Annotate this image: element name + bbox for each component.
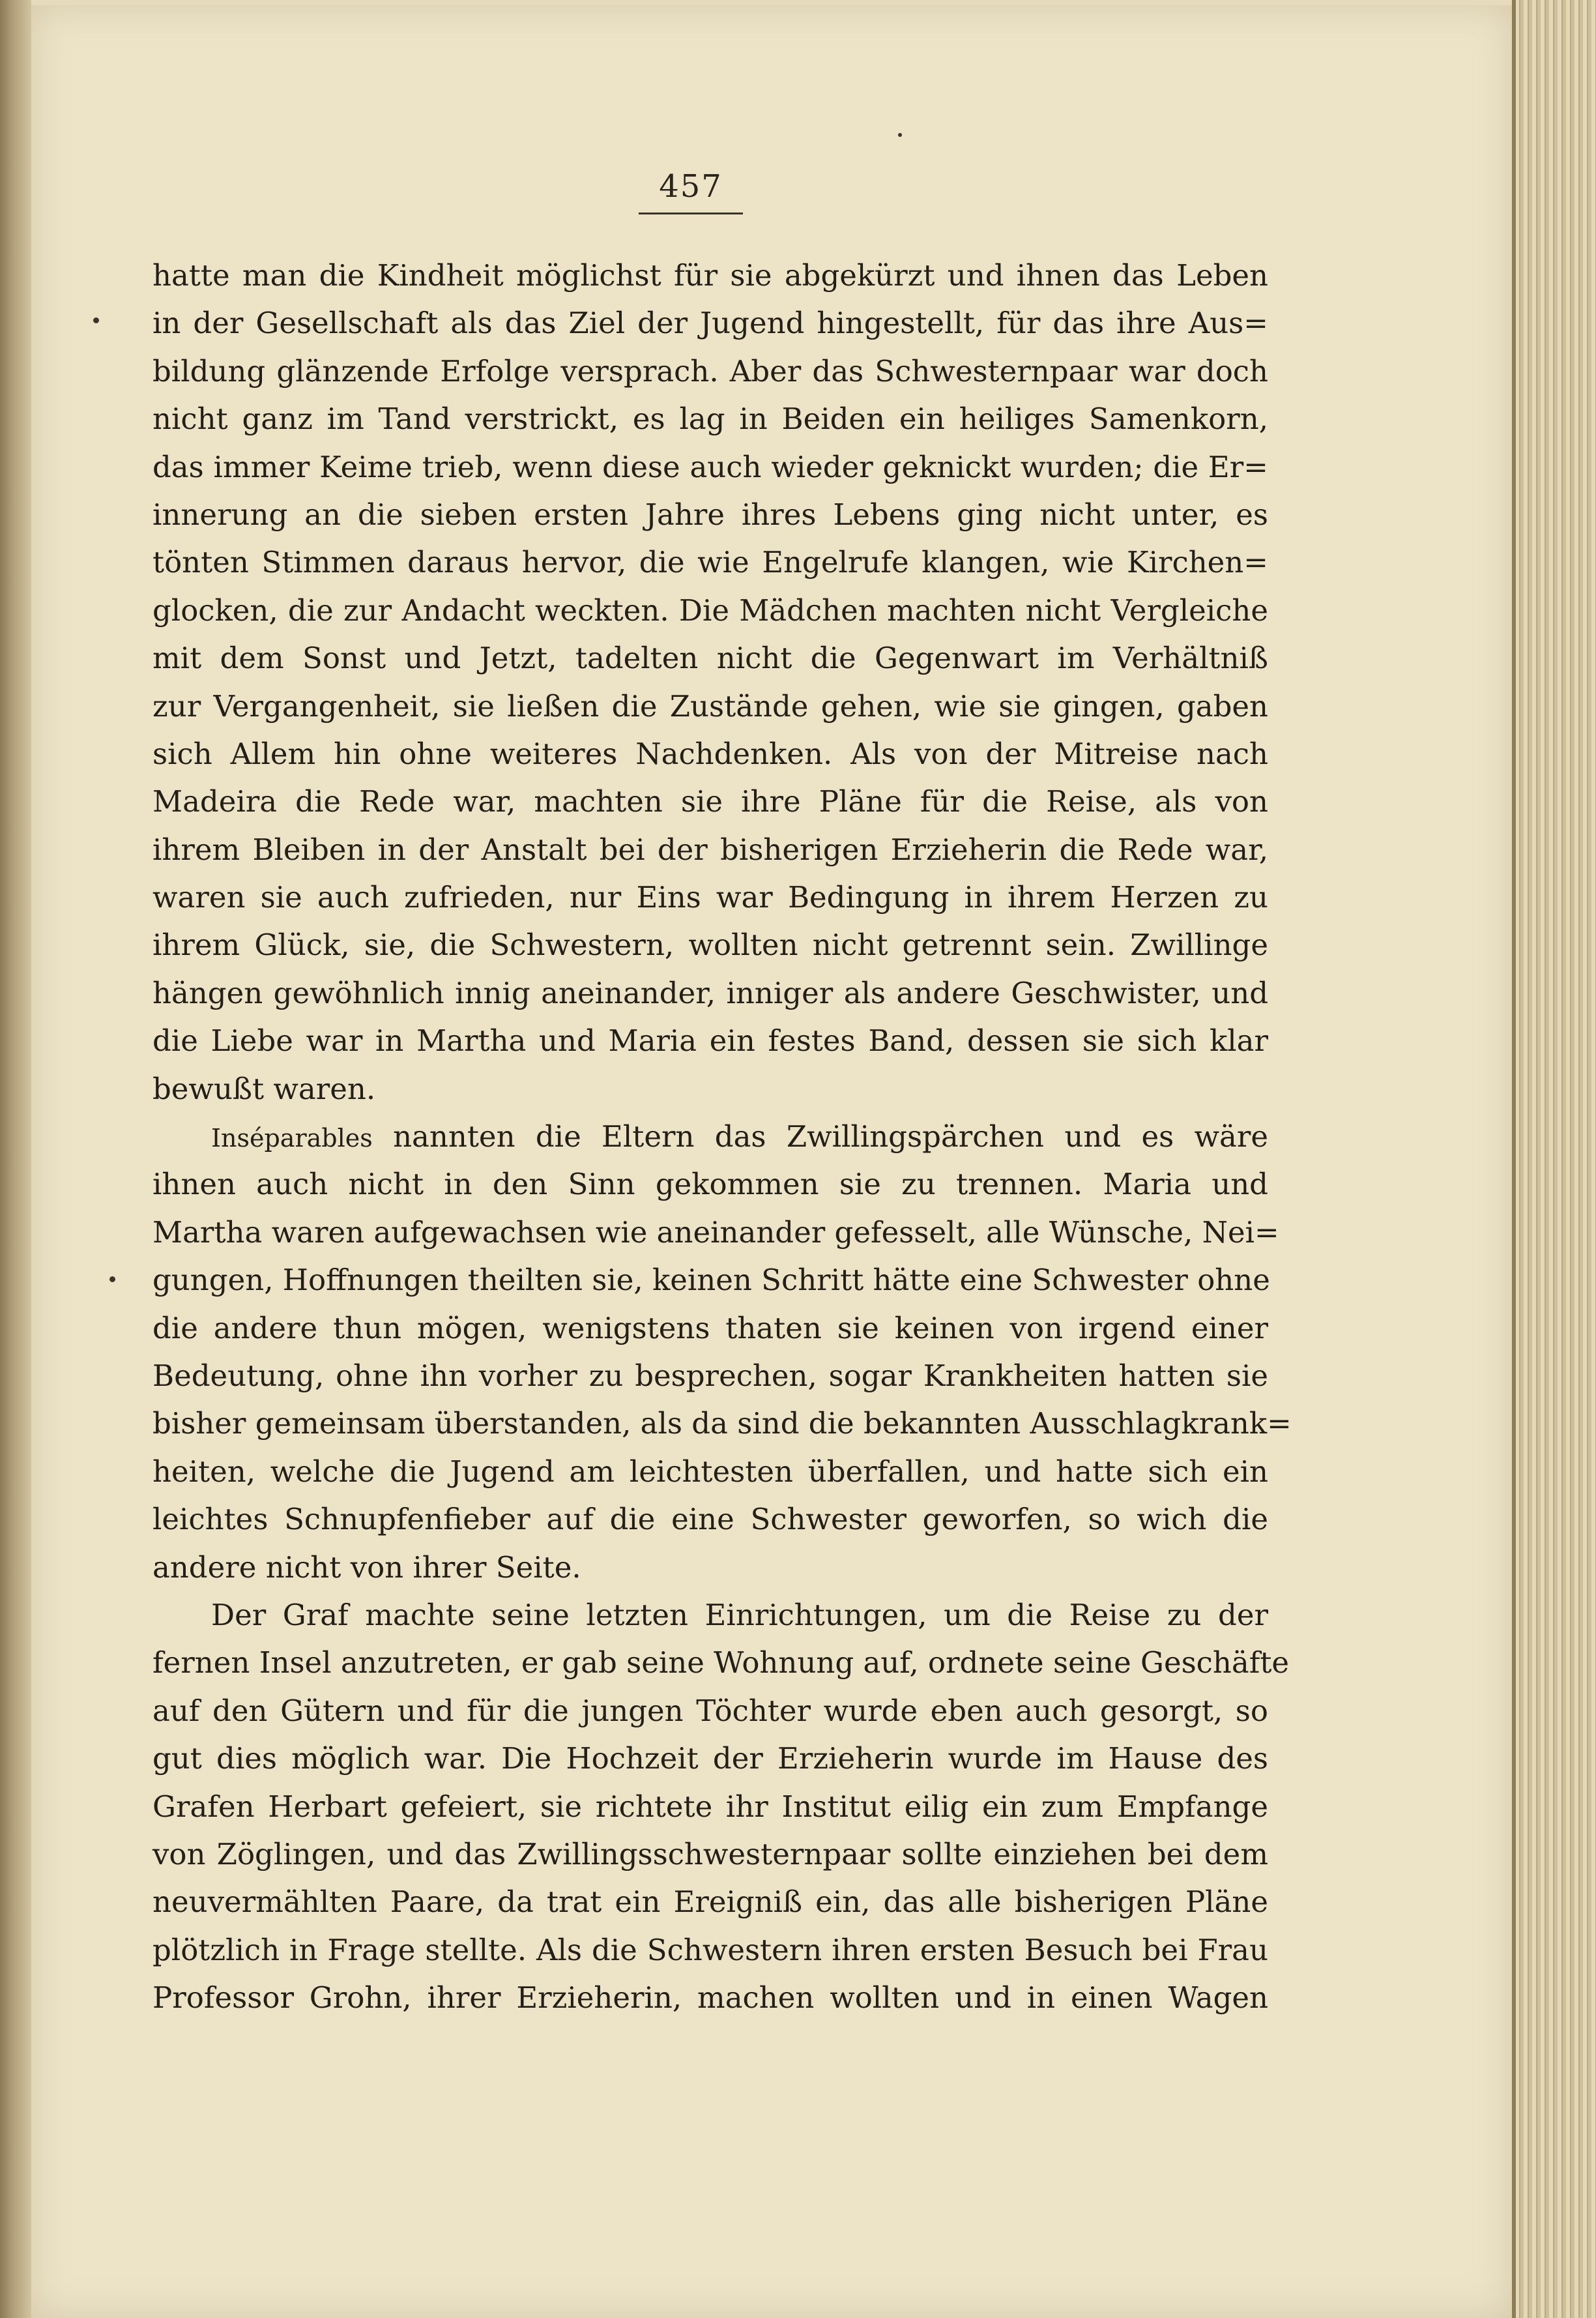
page-number-rule	[639, 213, 743, 214]
text-line: innerung an die sieben ersten Jahre ihres Lebens ging nicht unter, es	[152, 497, 1268, 532]
text-line: Grafen Herbart gefeiert, sie richtete ihr Institut eilig ein zum Empfange	[152, 1789, 1268, 1824]
paragraph-1	[152, 252, 1268, 1113]
inseparables-word: Inséparables	[211, 1124, 373, 1153]
text-line: tönten Stimmen daraus hervor, die wie Engelrufe klangen, wie Kirchen=	[152, 545, 1268, 580]
text-line: gungen, Hoffnungen theilten sie, keinen Schritt hätte eine Schwester ohne	[152, 1263, 1270, 1298]
text-line: bildung glänzende Erfolge versprach. Aber das Schwesternpaar war doch	[152, 353, 1268, 389]
text-line: Professor Grohn, ihrer Erzieherin, machen wollten und in einen Wagen	[152, 1980, 1268, 2016]
text-line: die Liebe war in Martha und Maria ein festes Band, dessen sie sich klar	[152, 1023, 1268, 1059]
text-line: andere nicht von ihrer Seite.	[152, 1549, 581, 1585]
text-line: fernen Insel anzutreten, er gab seine Wohnung auf, ordnete seine Geschäfte	[152, 1645, 1290, 1680]
text-line: ihrem Bleiben in der Anstalt bei der bisherigen Erzieherin die Rede war,	[152, 832, 1268, 867]
text-line: bewußt waren.	[152, 1071, 376, 1106]
text-line: zur Vergangenheit, sie ließen die Zustände gehen, wie sie gingen, gaben	[152, 688, 1268, 724]
text-line: ihrem Glück, sie, die Schwestern, wollten nicht getrennt sein. Zwillinge	[152, 928, 1268, 963]
text-line	[152, 1113, 1268, 1160]
text-line: das immer Keime trieb, wenn diese auch wieder geknickt wurden; die Er=	[152, 449, 1268, 484]
text-line: Bedeutung, ohne ihn vorher zu besprechen, sogar Krankheiten hatten sie	[152, 1358, 1268, 1393]
paragraph-2	[152, 1113, 1292, 1591]
page-stack-edge	[1512, 0, 1596, 2318]
text-line: plötzlich in Frage stellte. Als die Schwestern ihren ersten Besuch bei Frau	[152, 1932, 1268, 1967]
ink-speck	[898, 133, 902, 137]
text-line: ihnen auch nicht in den Sinn gekommen sie zu trennen. Maria und	[152, 1167, 1268, 1202]
ink-speck	[93, 317, 99, 323]
text-line: von Zöglingen, und das Zwillingsschwesternpaar sollte einziehen bei dem	[152, 1836, 1268, 1871]
facing-page-edge	[0, 0, 31, 2318]
text-line-rest: nannten die Eltern das Zwillingspärchen und es wäre	[393, 1119, 1268, 1154]
text-line: hängen gewöhnlich innig aneinander, inniger als andere Geschwister, und	[152, 975, 1268, 1010]
text-line: waren sie auch zufrieden, nur Eins war Bedingung in ihrem Herzen zu	[152, 880, 1268, 915]
paragraph-3	[152, 1591, 1290, 2022]
page-number: 457	[659, 168, 723, 205]
text-line: glocken, die zur Andacht weckten. Die Mädchen machten nicht Vergleiche	[152, 593, 1268, 628]
text-line: die andere thun mögen, wenigstens thaten sie keinen von irgend einer	[152, 1310, 1268, 1345]
text-line: in der Gesellschaft als das Ziel der Jugend hingestellt, für das ihre Aus=	[152, 306, 1268, 341]
text-line: gut dies möglich war. Die Hochzeit der Erzieherin wurde im Hause des	[152, 1741, 1268, 1776]
text-line: heiten, welche die Jugend am leichtesten überfallen, und hatte sich ein	[152, 1454, 1268, 1489]
text-line: mit dem Sonst und Jetzt, tadelten nicht die Gegenwart im Verhältniß	[152, 641, 1268, 676]
text-line: nicht ganz im Tand verstrickt, es lag in Beiden ein heiliges Samenkorn,	[152, 402, 1268, 437]
text-line: auf den Gütern und für die jungen Töchter wurde eben auch gesorgt, so	[152, 1693, 1268, 1728]
text-line: Der Graf machte seine letzten Einrichtungen, um die Reise zu der	[211, 1597, 1268, 1632]
body-text	[152, 252, 1292, 2021]
text-line: Martha waren aufgewachsen wie aneinander gefesselt, alle Wünsche, Nei=	[152, 1214, 1279, 1250]
text-line: hatte man die Kindheit möglichst für sie abgekürzt und ihnen das Leben	[152, 258, 1268, 293]
text-line: sich Allem hin ohne weiteres Nachdenken. Als von der Mitreise nach	[152, 736, 1268, 771]
text-line: leichtes Schnupfenfieber auf die eine Schwester geworfen, so wich die	[152, 1502, 1268, 1537]
ink-speck	[109, 1276, 115, 1282]
text-line: bisher gemeinsam überstanden, als da sind die bekannten Ausschlagkrank=	[152, 1406, 1292, 1441]
text-line: Madeira die Rede war, machten sie ihre Pläne für die Reise, als von	[152, 784, 1268, 819]
text-line: neuvermählten Paare, da trat ein Ereigniß ein, das alle bisherigen Pläne	[152, 1885, 1268, 1920]
